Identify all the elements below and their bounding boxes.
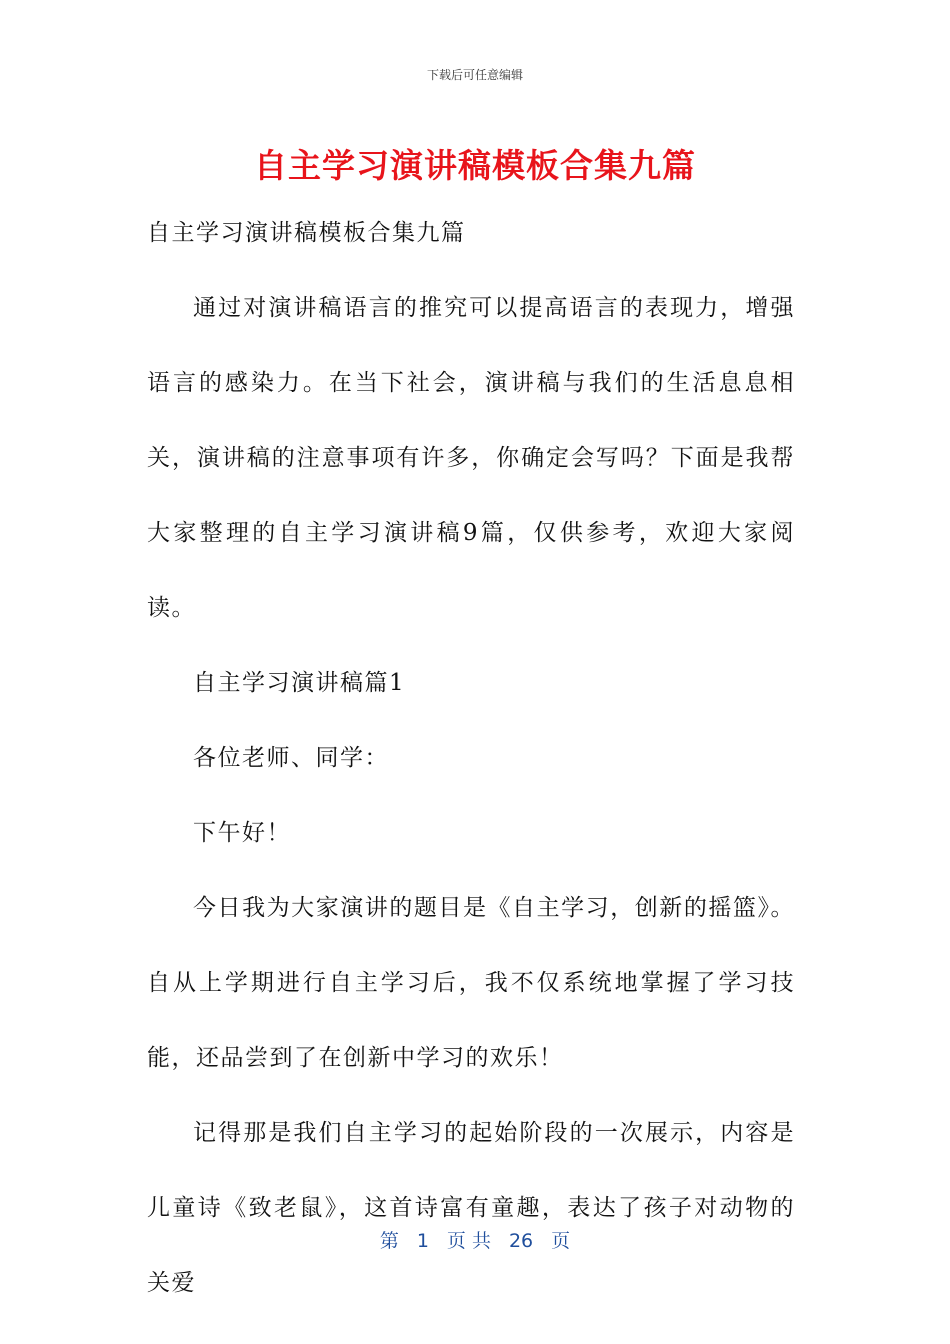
intro-paragraph: 通过对演讲稿语言的推究可以提高语言的表现力，增强语言的感染力。在当下社会，演讲稿与我们的生活息息相关，演讲稿的注意事项有许多，你确定会写吗？下面是我帮大家整理的自主学习演讲稿9篇，仅供参考，欢迎大家阅读。 [147, 295, 795, 621]
body-paragraph: 今日我为大家演讲的题目是《自主学习，创新的摇篮》。自从上学期进行自主学习后，我不仅系统地掌握了学习技能，还品尝到了在创新中学习的欢乐！ [147, 895, 795, 1071]
header-note: 下载后可任意编辑 [426, 68, 523, 82]
document-subtitle: 自主学习演讲稿模板合集九篇 [147, 220, 466, 246]
footer-suffix: 页 [551, 1230, 571, 1252]
section-heading: 自主学习演讲稿篇1 [193, 670, 406, 696]
page-footer [0, 1226, 950, 1253]
greeting: 下午好！ [193, 820, 291, 846]
footer-prefix: 第 [379, 1230, 399, 1252]
current-page-number: 1 [416, 1230, 429, 1252]
document-title: 自主学习演讲稿模板合集九篇 [254, 146, 696, 185]
document-body [147, 196, 795, 1321]
footer-middle: 页 共 [446, 1230, 491, 1252]
salutation: 各位老师、同学： [193, 745, 389, 771]
total-pages-number: 26 [508, 1230, 534, 1252]
body-paragraph: 记得那是我们自主学习的起始阶段的一次展示，内容是儿童诗《致老鼠》，这首诗富有童趣，表达了孩子对动物的关爱 [147, 1120, 795, 1296]
